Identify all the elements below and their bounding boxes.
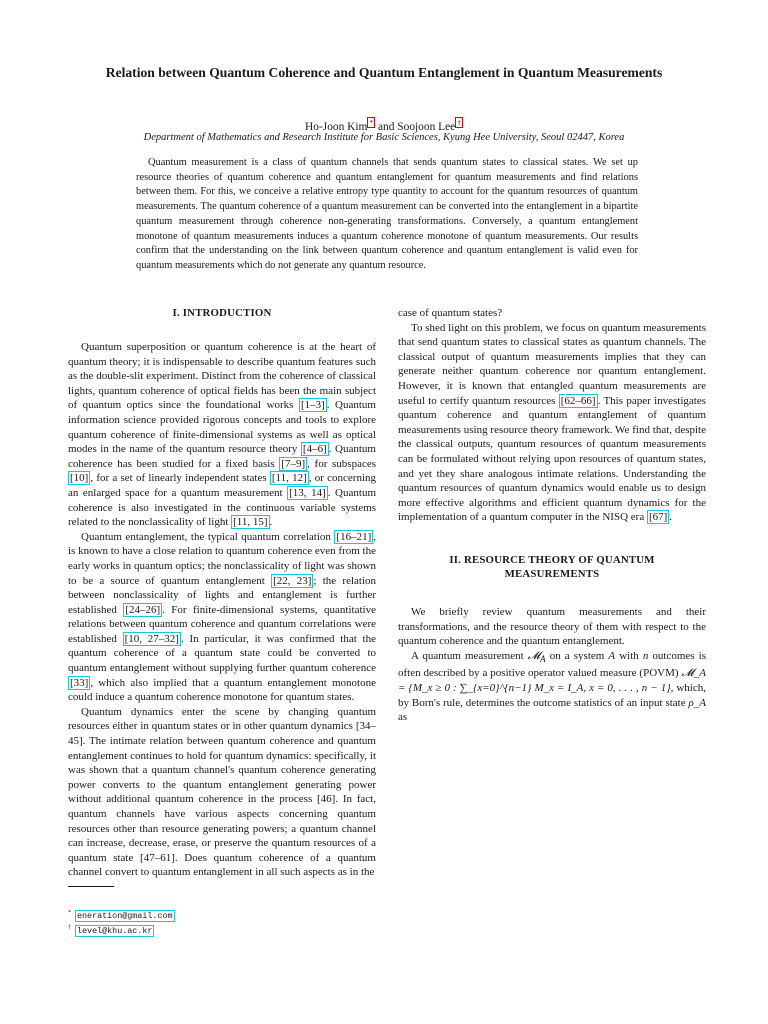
citation-link[interactable]: [33] <box>70 676 89 689</box>
author-1: Ho-Joon Kim <box>305 120 368 133</box>
author-2: Soojoon Lee <box>397 120 456 133</box>
abstract-text: Quantum measurement is a class of quantum channels that sends quantum states to classical states. We set up resource theories of quantum coherence and quantum entanglement for quantum measurements and find relations between them. For this, we conceive a relative entropy type quantity to account for the quantum resources of quantum measurements. The quantum coherence of a quantum measurement can be converted into the entanglement in a bipartite quantum measurement through coherence non-generating transformations. Conversely, a quantum entanglement monotone of quantum measurements induces a quantum coherence monotone of quantum measurements. Our results confirm that the understanding on the link between quantum coherence and quantum entanglement is valid even for quantum measurements which do not generate any quantum resource. <box>136 157 638 271</box>
citation-link[interactable]: [11, 12] <box>271 472 307 485</box>
citation-link[interactable]: [1–3] <box>300 399 325 412</box>
intro-paragraph-1: Quantum superposition or quantum coherence is at the heart of quantum theory; it is indispensable to describe quantum features such as the double-slit experiment. Distinct from the coherence of classical lights, quantum coherence of optical fields has been the main subject of quantum optics since the foundational works [1–3] . Quantum information science provided rigorous concepts and tools to explore quantum coherence of finite-dimensional systems as well as optical modes in the name of the quantum resource theory [4–6] . Quantum coherence has been studied for a fixed basis [7–9] , for subspaces [10] , for a set of linearly independent states [11, 12] , or concerning an enlarged space for a quantum measurement [13, 14] . Quantum coherence is also investigated in the continuous variable systems related to the nonclassicality of light [11, 15] . <box>68 341 376 529</box>
math-system: A <box>608 649 616 662</box>
paper-title: Relation between Quantum Coherence and Quantum Entanglement in Quantum Measurements <box>105 65 663 80</box>
intro-paragraph-3-continued: case of quantum states? <box>398 307 503 319</box>
abstract <box>136 156 638 274</box>
citation-link[interactable]: [62–66] <box>560 394 596 407</box>
math-state: ρ_A <box>688 696 706 709</box>
section-2-paragraph-2: A quantum measurement 𝓜$_A$ on a system A with n outcomes is often described by a positive operator valued measure (POVM) 𝓜_A = {M_x ≥ 0 : ∑_{x=0}^{n−1} M_x = I_A, x = 0, . . . , n − 1}, which, by Born's rule, determines the outcome statistics of an input state ρ_A as <box>398 649 706 724</box>
affiliation: Department of Mathematics and Research Institute for Basic Sciences, Kyung Hee University, Seoul 02447, Korea <box>143 132 625 143</box>
email-link-2[interactable]: level@khu.ac.kr <box>77 925 153 936</box>
author-2-footnote-mark[interactable]: † <box>457 118 461 127</box>
left-column <box>68 306 376 880</box>
right-column <box>398 306 706 725</box>
section-2-heading-line-2: MEASUREMENTS <box>504 567 600 580</box>
citation-link[interactable]: [4–6] <box>302 443 327 456</box>
footnote-rule <box>68 886 114 887</box>
footnote-2: † level@khu.ac.kr <box>68 924 153 936</box>
citation-link[interactable]: [24–26] <box>125 603 161 616</box>
citation-link[interactable]: [11, 15] <box>233 516 268 529</box>
section-2-heading <box>398 553 706 581</box>
section-2-heading-line-1: II. RESOURCE THEORY OF QUANTUM <box>449 553 655 566</box>
intro-paragraph-2: Quantum entanglement, the typical quantum correlation [16–21] , is known to have a close relation to quantum coherence even from the early works in quantum optics; the nonclassicality of light was shown to be a source of quantum entanglement [22, 23] ; the relation between nonclassicality of lights and entanglement is further established [24–26] . For finite-dimensional systems, quantitative relations between quantum coherence and quantum correlations were established [10, 27–32] . In particular, it was confirmed that the quantum coherence of a quantum state could be converted to quantum entanglement without supplying further quantum coherence [33] , which also implied that a quantum entanglement monotone could induce a quantum coherence monotone for quantum states. <box>68 530 377 704</box>
section-2-paragraph-1: We briefly review quantum measurements and their transformations, and the resource theory of them with respect to the quantum coherence and the quantum entanglement. <box>398 605 706 648</box>
citation-link[interactable]: [16–21] <box>336 530 372 543</box>
citation-link[interactable]: [10, 27–32] <box>124 632 179 645</box>
citation-link[interactable]: [22, 23] <box>273 574 312 587</box>
email-link-1[interactable]: eneration@gmail.com <box>77 910 173 921</box>
citation-link[interactable]: [13, 14] <box>289 486 326 499</box>
math-measurement: 𝓜$_A$ <box>527 649 546 664</box>
footnotes <box>68 907 368 937</box>
footnote-1: * eneration@gmail.com <box>68 910 173 921</box>
citation-link[interactable]: [67] <box>648 511 668 524</box>
author-conjunction: and <box>375 120 398 133</box>
math-povm: 𝓜_A = {M_x ≥ 0 : ∑_{x=0}^{n−1} M_x = I_A, x = 0, . . . , n − 1} <box>398 667 706 695</box>
math-outcomes: n <box>642 649 649 662</box>
citation-link[interactable]: [7–9] <box>281 457 306 470</box>
author-1-footnote-mark[interactable]: * <box>369 118 374 127</box>
intro-paragraph-3: Quantum dynamics enter the scene by changing quantum resources either in quantum states or in other quantum dynamics [34–45]. The intimate relation between quantum coherence and quantum entanglement continues to hold for quantum dynamics: specifically, it was shown that a quantum channel's quantum coherence generating power converts to the quantum entanglement generating power without additional quantum coherence in the process [46]. In fact, quantum channels have various aspects concerning quantum resources other than resource generating powers; a quantum channel can increase, decrease, erase, or preserve the quantum resources of a quantum state [47–61]. Does quantum coherence of a quantum channel convert to quantum entanglement in all such aspects as in the <box>68 705 376 879</box>
intro-paragraph-4: To shed light on this problem, we focus on quantum measurements that send quantum states to classical states as quantum channels. The classical output of quantum measurements implies that they can generate neither quantum coherence nor quantum entanglement. However, it is known that entangled quantum measurements are useful to certify quantum resources [62–66] . This paper investigates quantum coherence and quantum entanglement of quantum measurements using resource theory framework. We find that, despite the classical outputs, quantum resources of quantum measurements can be formulated without relying upon resources of quantum states, and yet they share analogous intimate relations. Understanding the quantum resources of quantum dynamics would enable us to design more effective algorithms and efficient quantum dynamics for the implementation of a quantum computer in the NISQ era [67] . <box>398 321 707 524</box>
section-1-heading: I. INTRODUCTION <box>172 307 272 319</box>
citation-link[interactable]: [10] <box>70 472 89 485</box>
